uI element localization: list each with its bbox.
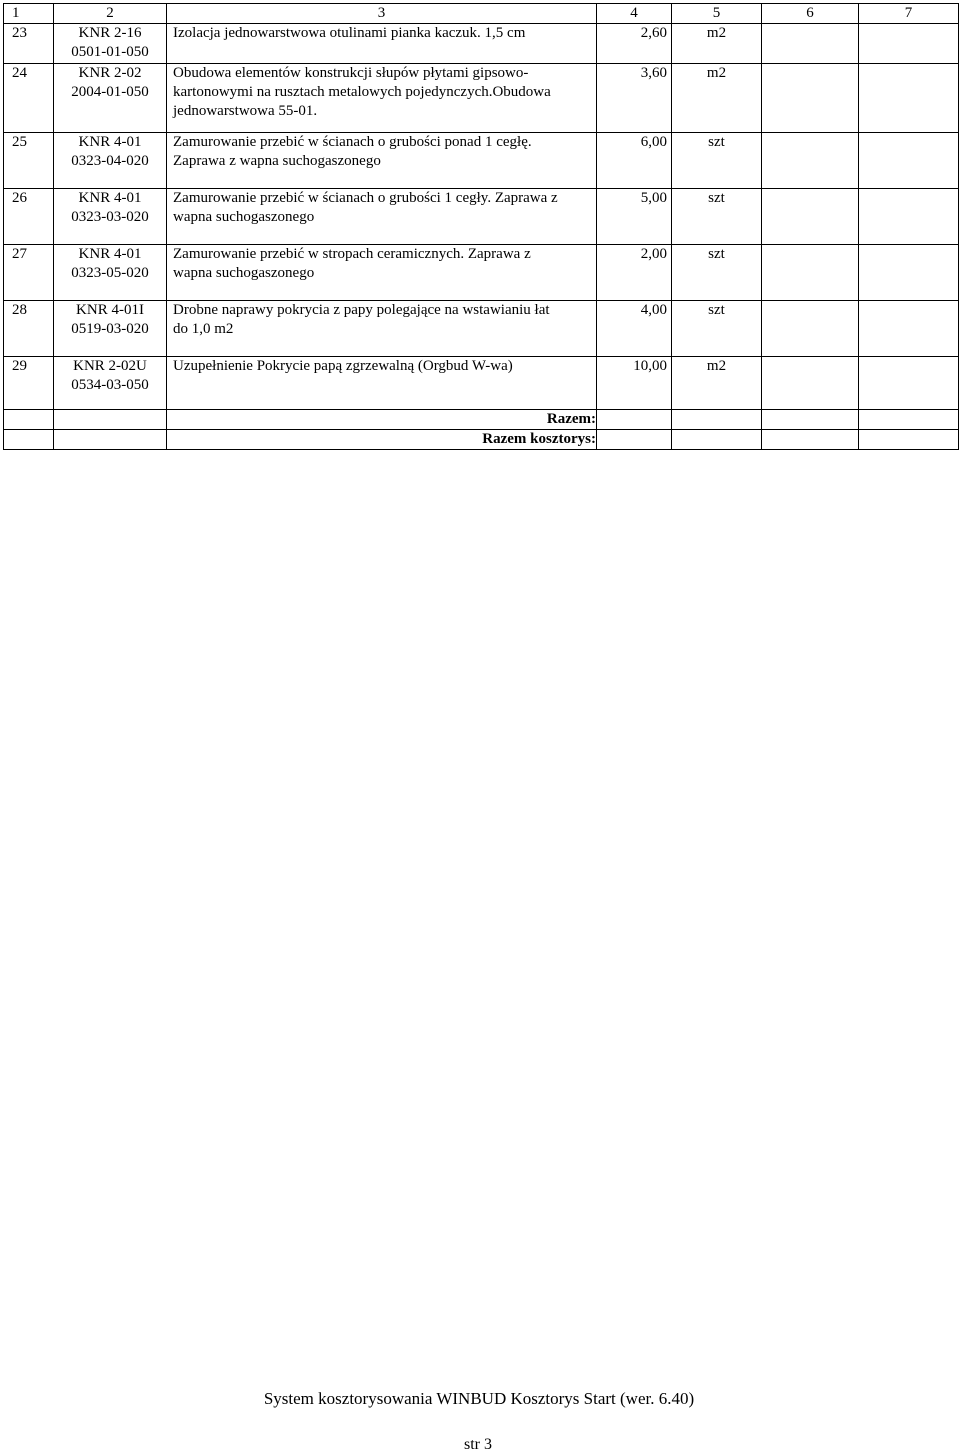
item-code [54, 357, 167, 410]
empty-cell [762, 430, 859, 450]
item-unit: szt [672, 189, 762, 245]
item-unit: m2 [672, 64, 762, 133]
item-code [54, 301, 167, 357]
item-number: 29 [4, 357, 54, 410]
item-code [54, 64, 167, 133]
item-code-line: KNR 4-01 [78, 246, 142, 262]
item-description-line: Drobne naprawy pokrycia z papy polegające na wstawianiu łat [173, 302, 550, 318]
item-unit: m2 [672, 24, 762, 64]
empty-cell [859, 301, 959, 357]
empty-cell [597, 410, 672, 430]
empty-cell [859, 357, 959, 410]
header-cell: 4 [597, 4, 672, 24]
empty-cell [762, 24, 859, 64]
table-row [4, 245, 959, 301]
empty-cell [762, 64, 859, 133]
item-quantity: 10,00 [597, 357, 672, 410]
empty-cell [672, 410, 762, 430]
table-row [4, 24, 959, 64]
razem-label: Razem: [167, 410, 597, 430]
empty-cell [762, 357, 859, 410]
item-code-line: 0519-03-020 [71, 321, 149, 337]
item-quantity: 2,60 [597, 24, 672, 64]
item-quantity: 6,00 [597, 133, 672, 189]
item-description-line: Zamurowanie przebić w stropach ceramicznych. Zaprawa z [173, 246, 531, 262]
item-description-line: wapna suchogaszonego [173, 265, 315, 281]
item-code-line: 0323-03-020 [71, 209, 149, 225]
table-row [4, 133, 959, 189]
empty-cell [859, 189, 959, 245]
footer-page-number: str 3 [464, 1436, 492, 1453]
item-code-line: 2004-01-050 [71, 84, 149, 100]
item-code-line: KNR 2-16 [78, 25, 142, 41]
item-quantity: 5,00 [597, 189, 672, 245]
empty-cell [762, 245, 859, 301]
item-code-line: KNR 2-02 [78, 65, 142, 81]
table-row [4, 357, 959, 410]
totals-row [4, 430, 959, 450]
item-code-line: KNR 4-01 [78, 190, 142, 206]
empty-cell [54, 410, 167, 430]
item-code-line: 0501-01-050 [71, 44, 149, 60]
header-cell: 5 [672, 4, 762, 24]
item-quantity: 3,60 [597, 64, 672, 133]
empty-cell [4, 430, 54, 450]
empty-cell [762, 189, 859, 245]
item-unit: m2 [672, 357, 762, 410]
item-code-line: KNR 2-02U [73, 358, 147, 374]
item-code-line: 0323-04-020 [71, 153, 149, 169]
item-description-line: Obudowa elementów konstrukcji słupów płytami gipsowo- [173, 65, 529, 81]
footer-system: System kosztorysowania WINBUD Kosztorys Start (wer. 6.40) [263, 1389, 695, 1408]
item-description-line: Uzupełnienie Pokrycie papą zgrzewalną (Orgbud W-wa) [173, 358, 513, 374]
empty-cell [4, 410, 54, 430]
table-row [4, 64, 959, 133]
item-unit: szt [672, 133, 762, 189]
empty-cell [597, 430, 672, 450]
empty-cell [672, 430, 762, 450]
razem-kosztorys-label: Razem kosztorys: [167, 430, 597, 450]
item-description [167, 24, 597, 64]
item-unit: szt [672, 245, 762, 301]
header-cell: 1 [4, 4, 54, 24]
header-cell: 3 [167, 4, 597, 24]
item-number: 28 [4, 301, 54, 357]
item-code-line: 0534-03-050 [71, 377, 149, 393]
empty-cell [762, 133, 859, 189]
header-cell: 7 [859, 4, 959, 24]
item-description-line: Zamurowanie przebić w ścianach o grubości 1 cegły. Zaprawa z [173, 190, 558, 206]
item-code-line: KNR 4-01 [78, 134, 142, 150]
header-cell: 6 [762, 4, 859, 24]
item-number: 27 [4, 245, 54, 301]
empty-cell [859, 245, 959, 301]
item-code-line: KNR 4-01I [76, 302, 144, 318]
empty-cell [54, 430, 167, 450]
item-description-line: Izolacja jednowarstwowa otulinami pianka kaczuk. 1,5 cm [173, 25, 526, 41]
item-description [167, 133, 597, 189]
empty-cell [762, 410, 859, 430]
table-row [4, 189, 959, 245]
header-cell: 2 [54, 4, 167, 24]
item-description-line: do 1,0 m2 [173, 321, 234, 337]
item-number: 23 [4, 24, 54, 64]
item-description-line: Zamurowanie przebić w ścianach o grubości ponad 1 cegłę. [173, 134, 532, 150]
item-description-line: Zaprawa z wapna suchogaszonego [173, 153, 381, 169]
item-number: 26 [4, 189, 54, 245]
item-code [54, 245, 167, 301]
item-quantity: 4,00 [597, 301, 672, 357]
table-row [4, 301, 959, 357]
item-code-line: 0323-05-020 [71, 265, 149, 281]
empty-cell [859, 430, 959, 450]
header-row [4, 4, 959, 24]
item-description [167, 64, 597, 133]
item-description [167, 301, 597, 357]
empty-cell [859, 64, 959, 133]
item-description-line: jednowarstwowa 55-01. [173, 103, 318, 119]
item-description [167, 245, 597, 301]
item-description-line: kartonowymi na rusztach metalowych pojedynczych.Obudowa [173, 84, 551, 100]
item-description-line: wapna suchogaszonego [173, 209, 315, 225]
item-number: 25 [4, 133, 54, 189]
item-number: 24 [4, 64, 54, 133]
item-code [54, 189, 167, 245]
item-code [54, 133, 167, 189]
empty-cell [859, 24, 959, 64]
totals-row [4, 410, 959, 430]
item-description [167, 189, 597, 245]
cost-estimate-table [3, 3, 959, 450]
item-quantity: 2,00 [597, 245, 672, 301]
item-code [54, 24, 167, 64]
empty-cell [859, 133, 959, 189]
empty-cell [859, 410, 959, 430]
item-description [167, 357, 597, 410]
empty-cell [762, 301, 859, 357]
item-unit: szt [672, 301, 762, 357]
